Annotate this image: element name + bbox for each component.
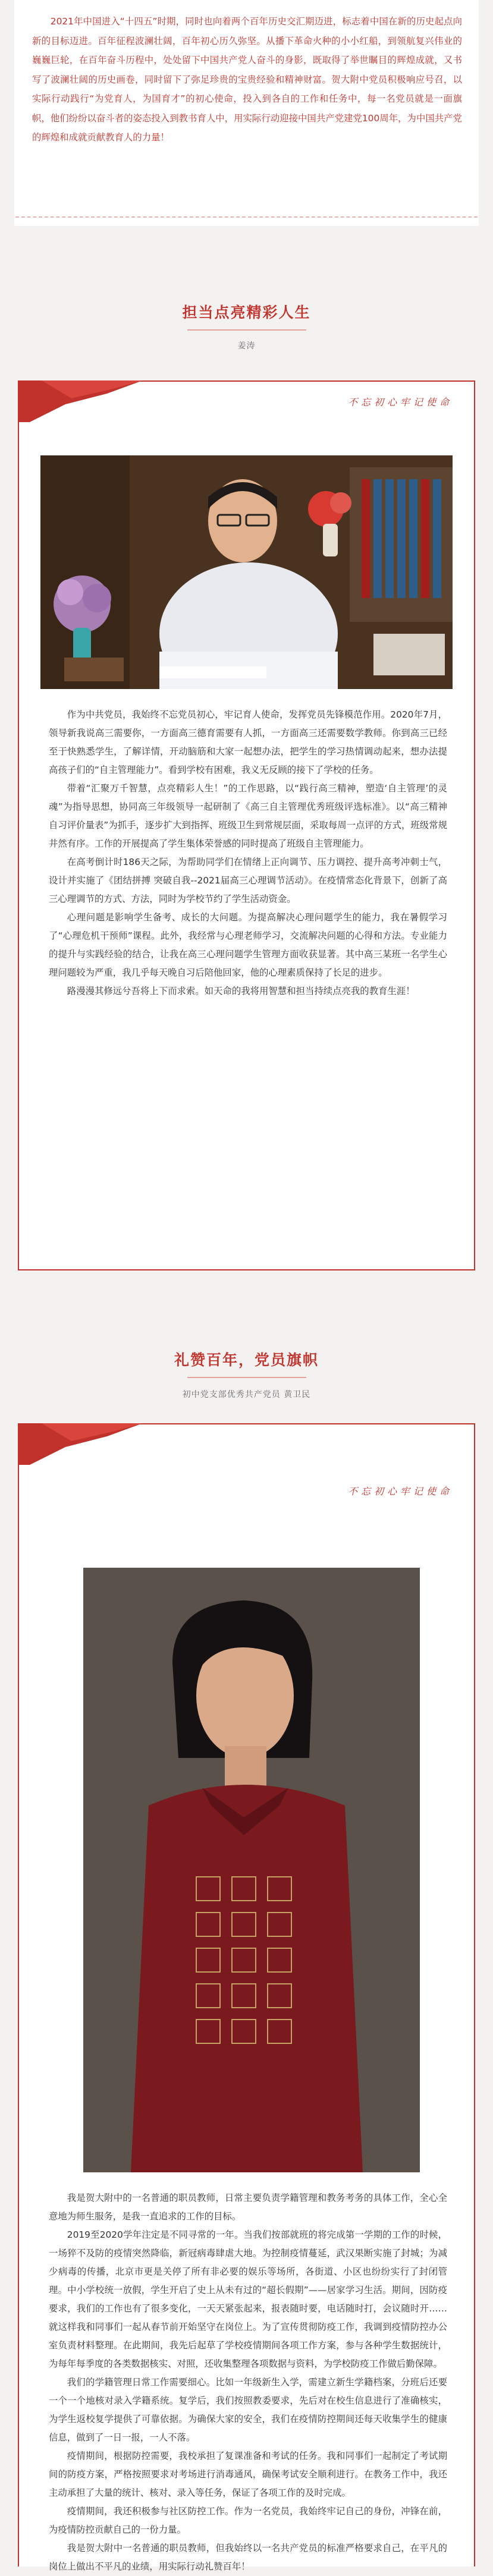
- section1-paragraph: 在高考倒计时186天之际，为帮助同学们在情绪上正向调节、压力调控、提升高考冲刺士气，设计并实施了《团结拼搏 突破自我--2021届高三心理调节活动》。在疫情常态化背景下，创新了高三心理调节的方式、方法，同时为学校节约了学生活动资金。: [49, 857, 447, 904]
- section2-byline: 初中党支部优秀共产党员 黄卫民: [182, 1390, 311, 1399]
- section2-paragraph: 疫情期间，根据防控需要，我校承担了复课准备和考试的任务。我和同事们一起制定了考试期间的防疫方案，严格按照要求对考场进行消毒通风，确保考试安全顺利进行。在教务工作中，我还主动承担了大量的统计、核对、录入等任务，保证了各项工作的及时完成。: [49, 2451, 447, 2498]
- section2-frame: [18, 1423, 475, 2572]
- party-flag-icon: [18, 380, 143, 422]
- slogan-tag: 不忘初心牢记使命: [347, 1486, 453, 1497]
- teacher-photo: [83, 1568, 420, 2172]
- section2-body: [49, 2189, 447, 2576]
- slogan-tag: 不忘初心牢记使命: [347, 397, 453, 408]
- intro-paragraph: 2021年中国进入“十四五”时期，同时也向着两个百年历史交汇期迈进，标志着中国在新的历史起点向新的目标迈进。百年征程波澜壮阔，百年初心历久弥坚。从播下革命火种的小小红船，到领航复兴伟业的巍巍巨轮，在百年奋斗历程中，处处留下中国共产党人奋斗的身影，既取得了举世瞩目的辉煌成就，又书写了波澜壮阔的历史画卷，同时留下了弥足珍贵的宝贵经验和精神财富。贺大附中党员积极响应号召，以实际行动践行“为党育人，为国育才”的初心使命，投入到各自的工作和任务中，每一名党员就是一面旗帜，他们纷纷以奋斗者的姿态投入到教书育人中，用实际行动迎接中国共产党建党100周年，为中国共产党的辉煌和成就贡献教育人的力量！: [32, 16, 462, 143]
- section2-paragraph: 我是贺大附中一名普通的职员教师，但我始终以一名共产党员的标准严格要求自己，在平凡的岗位上做出不平凡的业绩，用实际行动礼赞百年！: [49, 2543, 447, 2572]
- section1-paragraph: 带着“汇聚万千智慧，点亮精彩人生！”的工作思路，以“践行高三精神，塑造‘自主管理’的灵魂”为指导思想，协同高三年级领导一起研制了《高三自主管理优秀班级评选标准》。以“高三精神自习评价量表”为抓手，逐步扩大到指挥、班级卫生到常规层面，采取每周一点评的方式，班级常规井然有序。工作的开展提高了学生集体荣誉感的同时提高了班级自主管理能力。: [49, 783, 447, 849]
- section2-paragraph: 2019至2020学年注定是不同寻常的一年。当我们按部就班的将完成第一学期的工作的时候，一场猝不及防的疫情突然降临，新冠病毒肆虐大地。为控制疫情蔓延，武汉果断实施了封城；为减少病毒的传播，北京市更是关停了所有非必要的娱乐等场所，各街道、小区也纷纷实行了封闭管理。中小学校统一放假，学生开启了史上从未有过的“超长假期”——居家学习生活。期间，因防疫要求，我们的工作也有了很多变化，一天天紧张起来，报表随时要，电话随时打，会议随时开……就这样我和同事们一起从春节前开始坚守在岗位上。为了宣传贯彻防疫工作，我调到疫情防控办公室负责材料整理。在此期间，我先后起草了学校疫情期间各项工作方案，参与各种学生数据统计，为每年每季度的各类数据核实、对照，还收集整理各项数据与资料，为学校防疫工作做后勤保障。: [49, 2229, 447, 2369]
- teacher-photo: [40, 455, 453, 689]
- section2-paragraph: 我们的学籍管理日常工作需要细心。比如一年级新生入学，需建立新生学籍档案，分班后还要一个一个地核对录入学籍系统。复学后，我们按照教委要求，先后对在校生信息进行了准确核实，为学生返校复学提供了可靠依据。为确保大家的安全，我们在疫情防控期间还每天收集学生的健康信息，做到了一日一报，一人不落。: [49, 2377, 447, 2443]
- dashed-divider: [14, 209, 479, 226]
- section1-author: 姜涛: [237, 341, 256, 351]
- section2-paragraph: 疫情期间，我还积极参与社区防控工作。作为一名党员，我始终牢记自己的身份，冲锋在前，为疫情防控贡献自己的一份力量。: [49, 2506, 447, 2535]
- intro-card: [14, 0, 479, 226]
- teacher-portrait-image: [83, 1568, 420, 2172]
- section1-paragraph: 路漫漫其修远兮吾将上下而求索。如天命的我将用智慧和担当持续点亮我的教育生涯！: [67, 986, 415, 996]
- section1-body: [49, 706, 447, 1001]
- section1-paragraph: 作为中共党员，我始终不忘党员初心，牢记育人使命，发挥党员先锋模范作用。2020年7月，领导新我说高三需要你，一方面高三德育需要有人抓，一方面高三还需要数学教师。你到高三已经至于快熟悉学生，了解详情，开动脑筋和大家一起想办法，把学生的学习热情调动起来，想办法提高孩子们的“自主管理能力”。看到学校有困难，我义无反顾的接下了学校的任务。: [49, 709, 447, 775]
- section1-paragraph: 心理问题是影响学生备考、成长的大问题。为提高解决心理问题学生的能力，我在暑假学习了“心理危机干预师”课程。此外，我经常与心理老师学习，交流解决问题的心得和方法。专业能力的提升与实践经验的结合，让我在高三心理问题学生管理方面收获显著。其中高三某班一名学生心理问题较为严重，我几乎每天晚自习后陪他回家，他的心理素质保持了长足的进步。: [49, 912, 447, 978]
- section1-title: 担当点亮精彩人生: [0, 301, 493, 331]
- section1-frame: [18, 380, 475, 1270]
- section2-paragraph: 我是贺大附中的一名普通的职员教师，日常主要负责学籍管理和教务考务的具体工作，全心全意地为师生服务，是我一直追求的工作的目标。: [49, 2193, 447, 2222]
- teacher-portrait-image: [40, 455, 453, 689]
- party-flag-icon: [18, 1423, 143, 1465]
- section2-title: 礼赞百年，党员旗帜: [0, 1348, 493, 1378]
